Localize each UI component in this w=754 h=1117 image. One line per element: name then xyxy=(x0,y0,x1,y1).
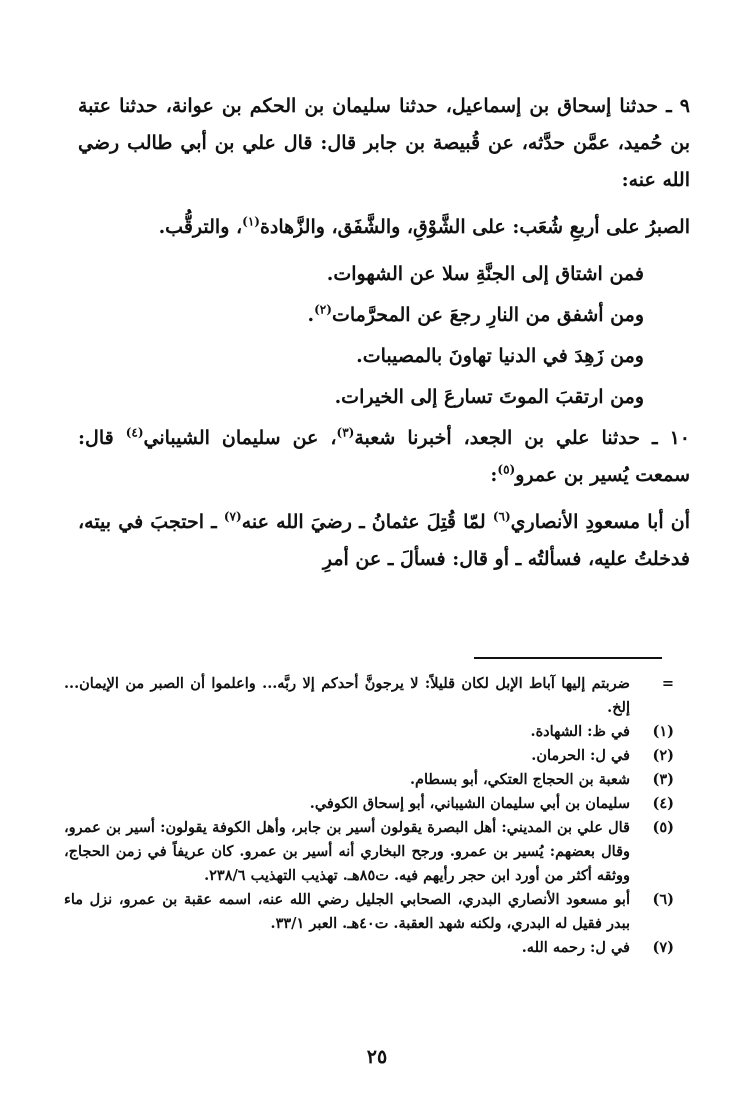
footnote-mark: (٦) xyxy=(652,891,674,908)
footnote-mark: = xyxy=(661,675,674,692)
hadith-number: ١٠ xyxy=(669,427,690,449)
footnote-1 xyxy=(64,720,674,744)
footnote-6 xyxy=(64,888,674,936)
footnote-ref-1[interactable]: (١) xyxy=(242,214,260,229)
text-segment: الصبرُ على أربعِ شُعَب: على الشَّوْقِ، والشَّفَق، والزَّهادة xyxy=(259,216,690,238)
footnote-ref-4[interactable]: (٤) xyxy=(125,425,144,440)
abu-masud-paragraph xyxy=(78,504,690,578)
footnote-ref-6[interactable]: (٦) xyxy=(492,509,511,524)
footnote-text: أبو مسعود الأنصاري البدري، الصحابي الجليل رضي الله عنه، اسمه عقبة بن عمرو، نزل ماء ببدر فقيل له البدري، ولكنه شهد العقبة. ت٤٠هـ. العبر ٣٣/١. xyxy=(64,891,630,932)
hadith-9-paragraph xyxy=(78,88,690,199)
footnote-continuation xyxy=(64,672,674,720)
hadith-10-paragraph xyxy=(78,420,690,494)
hadith-text: ـ حدثنا إسحاق بن إسماعيل، حدثنا سليمان بن الحكم بن عوانة، حدثنا عتبة بن حُميد، عمَّن حدَّثه، عن قُبيصة بن جابر قال: قال علي بن أبي طالب رضي الله عنه: xyxy=(78,95,690,191)
footnote-mark: (٧) xyxy=(652,939,674,956)
footnote-ref-3[interactable]: (٣) xyxy=(336,425,355,440)
main-text xyxy=(78,88,690,588)
saying-line-1: فمن اشتاق إلى الجنَّةِ سلا عن الشهوات. xyxy=(326,263,644,285)
text-segment: أن أبا مسعودِ الأنصاري xyxy=(510,511,691,533)
text-segment: ـ احتجبَ في بيته، فدخلتُ عليه، فسألتُه ـ أو قال: فسألَ ـ عن أمرِ xyxy=(78,511,690,570)
text-segment: ، والترقُّب. xyxy=(158,216,243,238)
hadith-number: ٩ xyxy=(679,95,690,117)
footnote-4 xyxy=(64,792,674,816)
footnote-ref-7[interactable]: (٧) xyxy=(223,509,242,524)
footnote-mark: (١) xyxy=(652,723,674,740)
footnote-mark: (٥) xyxy=(652,819,674,836)
text-segment: ، عن سليمان الشيباني xyxy=(143,427,337,449)
footnote-text: ضربتم إليها آباط الإبل لكان قليلاً: لا يرجونَّ أحدكم إلا ربَّه... واعلموا أن الصبر من الإيمان... إلخ. xyxy=(64,675,630,716)
text-segment: : xyxy=(490,464,498,486)
saying-line-4: ومن ارتقبَ الموتَ تسارعَ إلى الخيرات. xyxy=(334,386,644,408)
footnote-mark: (٤) xyxy=(652,795,674,812)
page-number: ٢٥ xyxy=(366,1046,388,1068)
text-segment: ـ حدثنا علي بن الجعد، أخبرنا شعبة xyxy=(354,427,670,449)
footnote-ref-5[interactable]: (٥) xyxy=(497,462,516,477)
footnote-3 xyxy=(64,768,674,792)
footnote-7 xyxy=(64,936,674,960)
text-segment: لمّا قُتِلَ عثمانُ ـ رضيَ الله عنه xyxy=(241,511,493,533)
footnote-divider xyxy=(474,657,662,659)
footnote-text: في ظ: الشهادة. xyxy=(530,723,630,740)
footnote-2 xyxy=(64,744,674,768)
footnote-text: في ل: الحرمان. xyxy=(531,747,630,764)
patience-paragraph xyxy=(78,209,690,246)
footnote-text: في ل: رحمه الله. xyxy=(521,939,630,956)
text-segment: . xyxy=(307,304,315,326)
footnote-mark: (٢) xyxy=(652,747,674,764)
saying-line-3: ومن زَهِدَ في الدنيا تهاونَ بالمصيبات. xyxy=(356,345,644,367)
saying-line-2 xyxy=(78,297,690,334)
footnote-text: سليمان بن أبي سليمان الشيباني، أبو إسحاق الكوفي. xyxy=(309,795,630,812)
footnotes xyxy=(64,672,674,960)
text-segment: ومن أشفق من النارِ رجعَ عن المحرَّمات xyxy=(331,304,644,326)
footnote-mark: (٣) xyxy=(652,771,674,788)
text-segment: قال: سمعت يُسير بن عمرو xyxy=(78,427,690,486)
footnote-ref-2[interactable]: (٢) xyxy=(314,302,332,317)
footnote-text: شعبة بن الحجاج العتكي، أبو بسطام. xyxy=(409,771,630,788)
footnote-text: قال علي بن المديني: أهل البصرة يقولون أسير بن جابر، وأهل الكوفة يقولون: أسير بن عمرو، وقال بعضهم: يُسير بن عمرو. ورجح البخاري أنه أسير بن عمرو. كان عريفاً في زمن الحجاج، ووثقه أكثر من أورد ابن حجر رأيهم فيه. ت٨٥هـ. تهذيب التهذيب ٢٣٨/٦. xyxy=(64,819,631,884)
footnote-5 xyxy=(64,816,674,888)
